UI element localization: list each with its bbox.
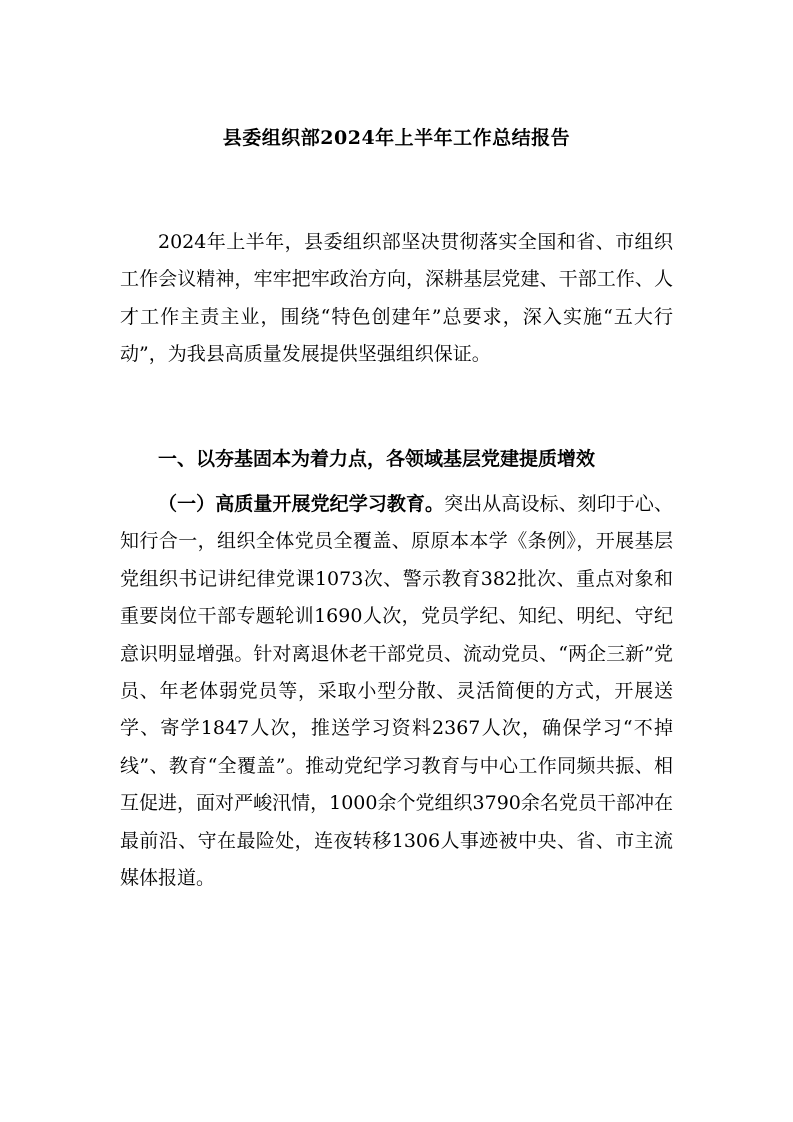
intro-paragraph: 2024年上半年，县委组织部坚决贯彻落实全国和省、市组织工作会议精神，牢牢把牢政治方向，深耕基层党建、干部工作、人才工作主责主业，围绕“特色创建年”总要求，深入实施“五大行动”，为我县高质量发展提供坚强组织保证。 (120, 231, 673, 366)
section-paragraph (120, 486, 673, 897)
section-heading: 一、以夯基固本为着力点，各领域基层党建提质增效 (158, 448, 596, 470)
paragraph-body: 突出从高设标、刻印于心、知行合一，组织全体党员全覆盖、原原本本学《条例》，开展基层党组织书记讲纪律党课1073次、警示教育382批次、重点对象和重要岗位干部专题轮训1690人次，党员学纪、知纪、明纪、守纪意识明显增强。针对离退休老干部党员、流动党员、“两企三新”党员、年老体弱党员等，采取小型分散、灵活简便的方式，开展送学、寄学1847人次，推送学习资料2367人次，确保学习“不掉线”、教育“全覆盖”。推动党纪学习教育与中心工作同频共振、相互促进，面对严峻汛情，1000余个党组织3790余名党员干部冲在最前沿、守在最险处，连夜转移1306人事迹被中央、省、市主流媒体报道。 (120, 493, 673, 890)
document-title: 县委组织部2024年上半年工作总结报告 (222, 127, 571, 149)
paragraph-lead: （一）高质量开展党纪学习教育。 (158, 493, 445, 515)
